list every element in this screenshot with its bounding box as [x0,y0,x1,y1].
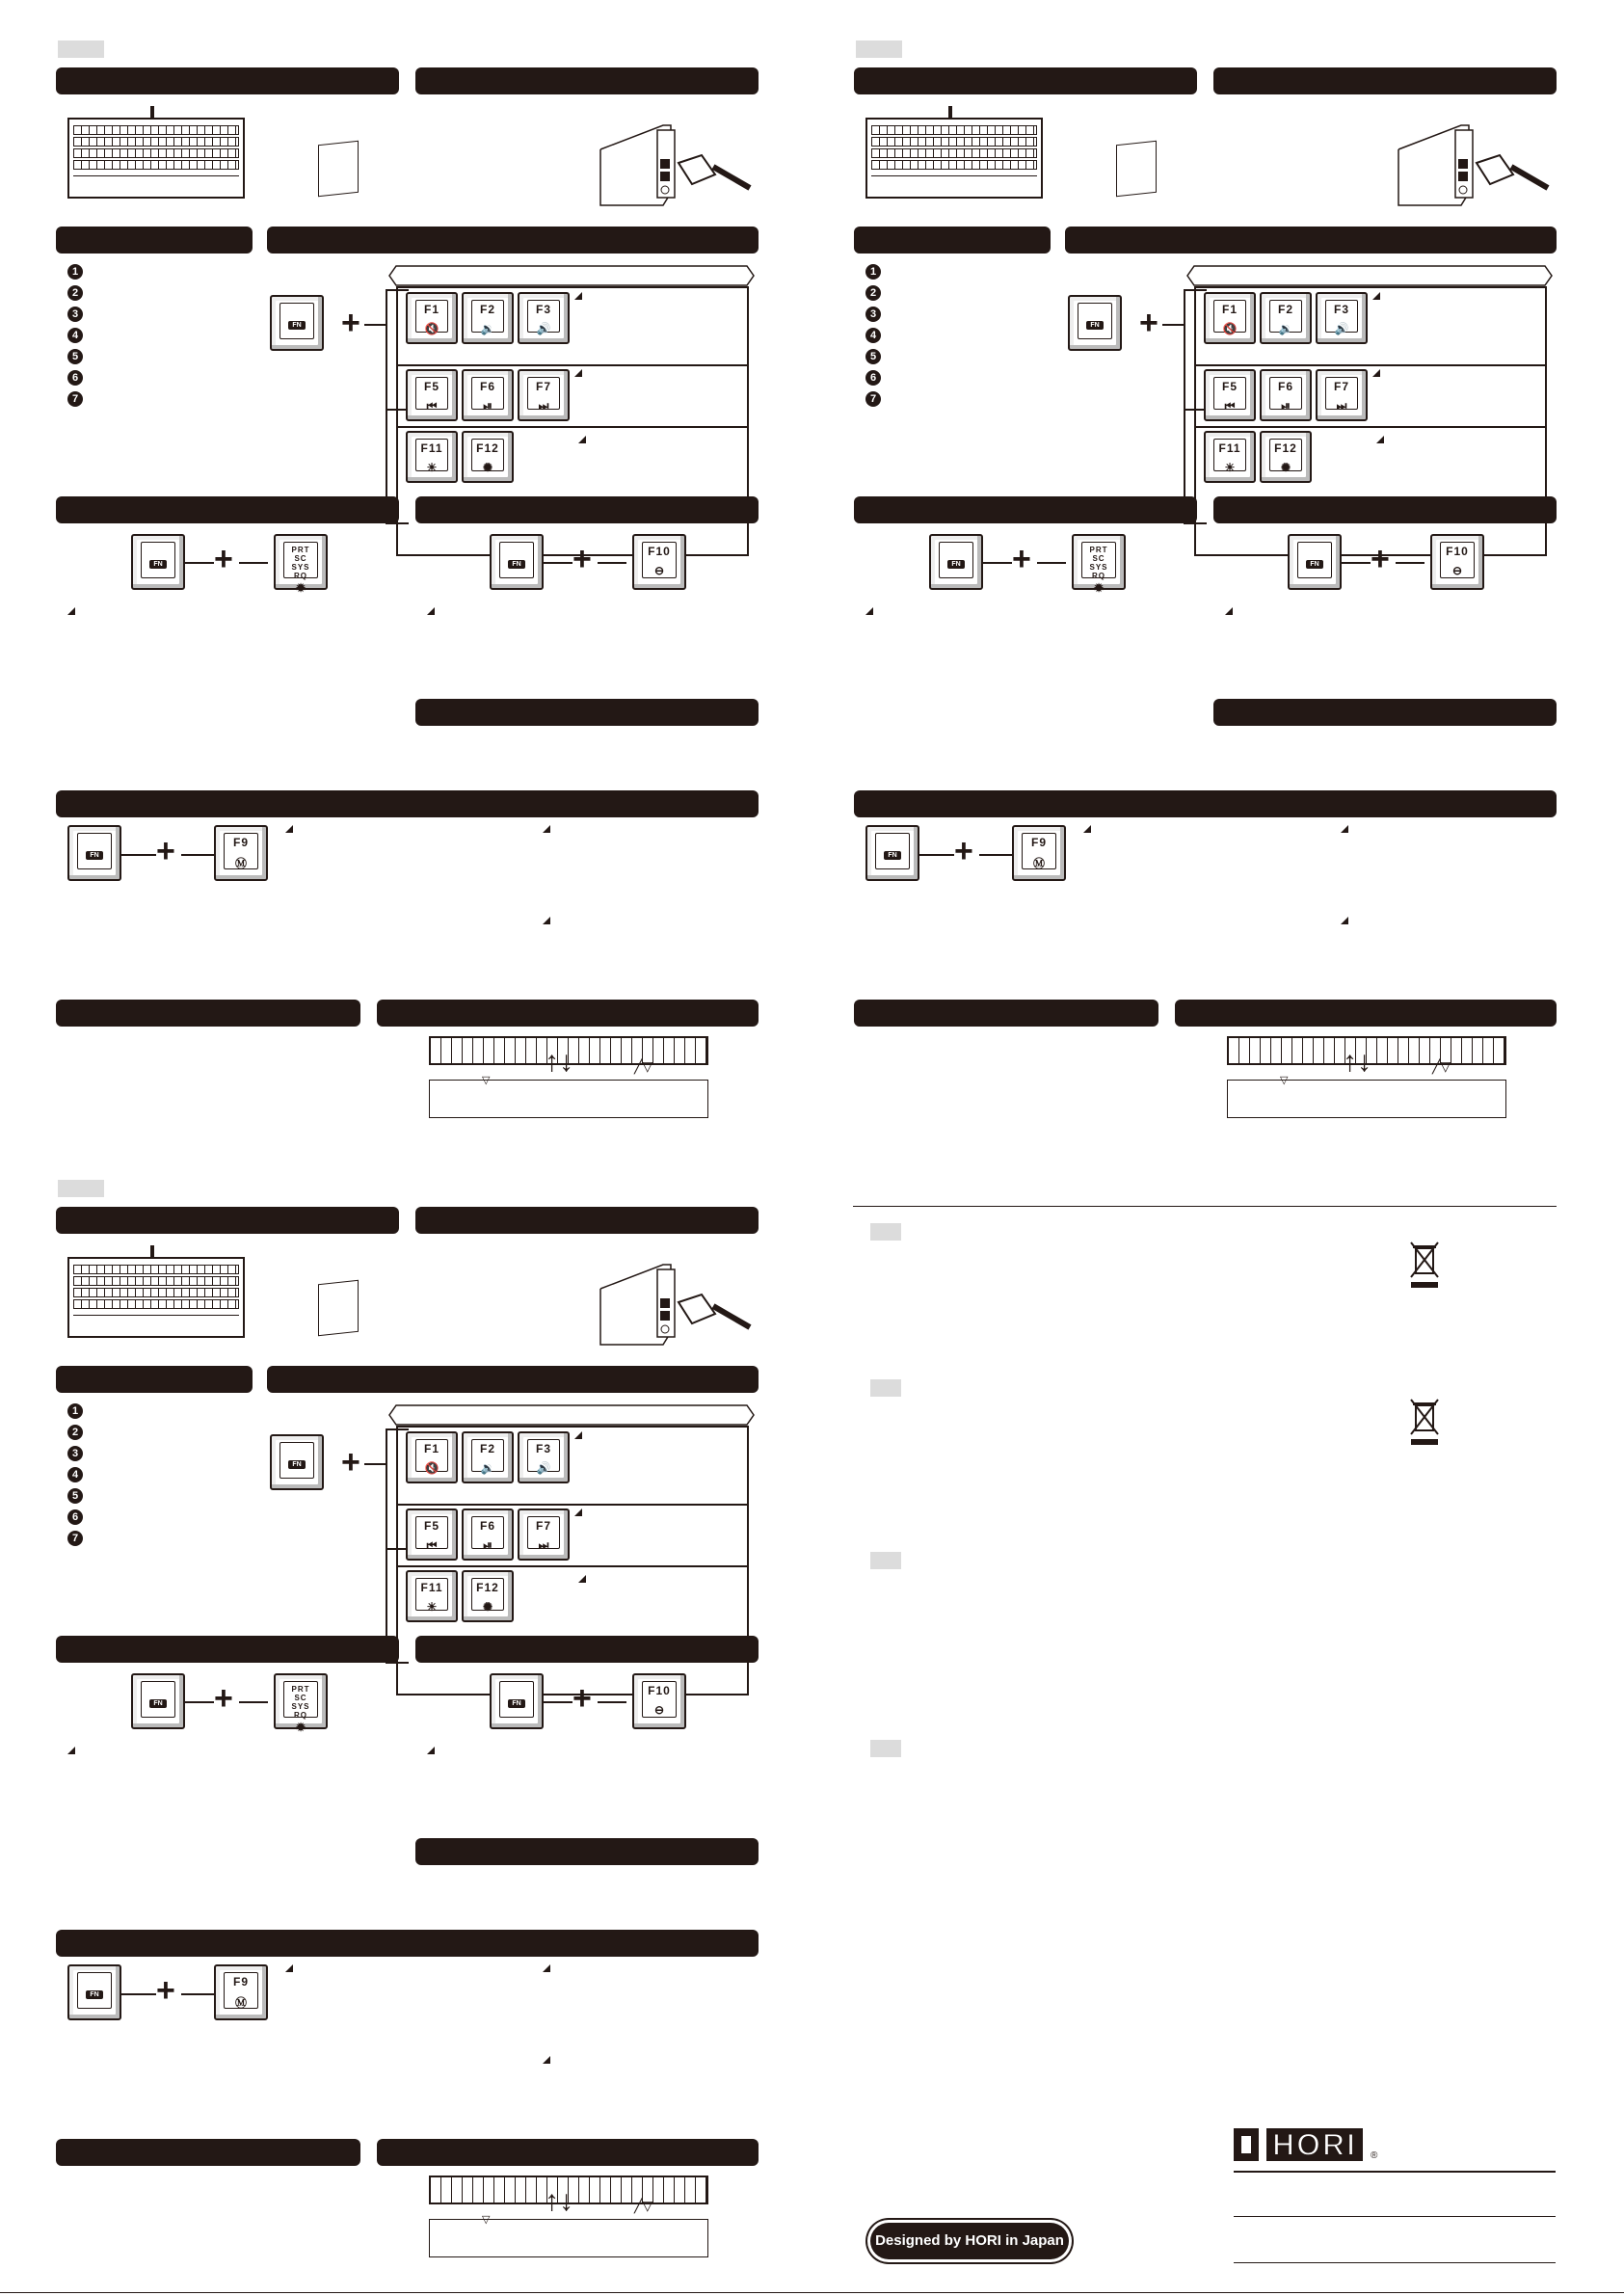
previous-track-icon: ⏮ [1224,399,1236,413]
plus-sign: + [214,1680,233,1717]
fn-key-label: FN [149,560,166,569]
connector-line [598,1701,626,1703]
fkey-label: F6 [479,1519,495,1533]
fkey-label: F10 [648,545,671,558]
note-marker [578,436,586,443]
fn-key-label: FN [1306,560,1322,569]
note-marker [574,369,582,377]
f9-key [214,825,268,881]
tilt-stand-right-icon: ╱▽ [634,1058,653,1074]
part-number-5: 5 [67,349,83,364]
prtsc-label-bottom: SYS RQ [291,563,310,580]
section-header-contents [56,1207,399,1234]
plus-sign: + [572,1680,592,1717]
connector-line [185,562,214,564]
f9-key [1012,825,1066,881]
designed-by-badge: Designed by HORI in Japan [870,2223,1069,2259]
plus-sign: + [156,833,175,869]
fn-key-label: FN [508,560,524,569]
macro-icon: Ⓜ [234,1996,247,2010]
mute-icon: 🔇 [1222,322,1238,335]
tilt-stand-left-icon: ▽ [482,2214,491,2226]
connector-line [386,1428,387,1662]
note-marker [1083,825,1091,833]
section-header-led-mode [854,496,1197,523]
fkey-label: F6 [479,380,495,393]
prtsc-label-bottom: SYS RQ [1089,563,1108,580]
fkey-label: F2 [479,303,495,316]
fn-key [67,825,121,881]
note-marker [1341,917,1348,924]
f5-key [1204,369,1256,421]
contact-line-2 [1234,2216,1556,2217]
connector-line [1396,562,1424,564]
plus-sign: + [1371,541,1390,577]
f1-key [406,292,458,344]
part-number-5: 5 [67,1488,83,1504]
play-pause-icon: ⏯ [483,399,493,413]
fn-table-divider [1194,364,1547,366]
fn-table-header [388,265,755,286]
prtsc-key [1072,534,1126,595]
fn-table-divider [396,426,749,428]
plus-sign: + [156,1972,175,2009]
weee-bin-icon [1407,1241,1442,1289]
fkey-label: F3 [1333,303,1349,316]
section-header-led-mode [56,496,399,523]
fn-key [1068,295,1122,351]
section-header-led-mode [56,1636,399,1663]
connector-line [1162,324,1184,326]
section-header-macro [854,790,1557,817]
f10-key [632,534,686,590]
play-pause-icon: ⏯ [1281,399,1291,413]
part-number-5: 5 [865,349,881,364]
up-down-arrows-icon: ↑↓ [545,2185,573,2217]
next-track-icon: ⏭ [538,399,549,413]
f7-key [518,1508,570,1561]
note-marker [427,1747,435,1754]
f7-key [1316,369,1368,421]
macro-icon: Ⓜ [234,857,247,870]
keyboard-illustration [67,1257,245,1338]
fkey-label: F12 [1274,441,1297,455]
lock-icon: ⊖ [653,564,665,577]
f3-key [518,292,570,344]
brightness-up-icon: ✺ [482,461,493,474]
section-header-names [854,227,1051,254]
f6-key [462,1508,514,1561]
fkey-label: F5 [423,1519,439,1533]
brightness-up-icon: ✺ [482,1600,493,1614]
contact-line-1 [1234,2171,1556,2173]
part-number-2: 2 [67,1425,83,1440]
fn-table-divider [396,1504,749,1506]
section-header-macro [56,1930,759,1957]
usb-cable-icon [150,1245,154,1257]
fn-key-label: FN [288,321,305,330]
macro-icon: Ⓜ [1032,857,1045,870]
hori-logo-mark [1234,2128,1259,2161]
manual-illustration [1116,141,1157,197]
contact-line-3 [1234,2262,1556,2263]
fkey-label: F6 [1277,380,1293,393]
fn-key [490,534,544,590]
led-mode-icon: ✹ [1093,581,1105,595]
f2-key [462,292,514,344]
section-header-connection [1213,67,1557,94]
note-marker [543,1964,550,1972]
connector-line [239,562,268,564]
plus-sign: + [341,1444,360,1481]
tilt-stand-left-icon: ▽ [482,1075,491,1086]
fkey-label: F3 [535,1442,551,1455]
note-marker [67,1747,75,1754]
note-marker [1372,292,1380,300]
f6-key [462,369,514,421]
section-header-specifications [56,2139,360,2166]
part-number-6: 6 [67,1509,83,1525]
manual-illustration [318,141,359,197]
section-header-reset [1213,699,1557,726]
connector-line [239,1701,268,1703]
f10-key [1430,534,1484,590]
fkey-label: F1 [423,1442,439,1455]
note-marker [285,825,293,833]
fkey-label: F12 [476,1581,499,1594]
f6-key [1260,369,1312,421]
fkey-label: F7 [1333,380,1349,393]
connector-line [1037,562,1066,564]
fkey-label: F9 [1030,836,1047,849]
section-header-specifications [56,1000,360,1027]
usb-cable-icon [150,106,154,118]
f2-key [1260,292,1312,344]
f9-key [214,1964,268,2020]
plus-sign: + [1012,541,1031,577]
fn-key [865,825,919,881]
note-marker [1225,607,1233,615]
f1-key [1204,292,1256,344]
section-header-reset [415,699,759,726]
f3-key [518,1431,570,1483]
lang-tag-4 [870,1740,901,1757]
plus-sign: + [1139,305,1158,341]
section-header-fn-keys [1065,227,1557,254]
fn-key-label: FN [947,560,964,569]
connector-line [919,854,954,856]
section-header-fn-keys [267,1366,759,1393]
lang-tag [58,40,104,58]
fn-key-label: FN [149,1699,166,1708]
note-marker [1341,825,1348,833]
section-header-contents [56,67,399,94]
fkey-label: F10 [648,1684,671,1697]
lock-icon: ⊖ [653,1703,665,1717]
prtsc-key [274,534,328,595]
hori-logo [1234,2128,1377,2161]
fn-key [131,534,185,590]
fn-key [1288,534,1342,590]
volume-down-icon: 🔉 [480,322,495,335]
fn-table-header [388,1404,755,1426]
part-number-1: 1 [67,1403,83,1419]
lang-tag-2 [870,1379,901,1397]
registered-mark: ® [1371,2150,1378,2161]
section-header-key-lock [415,1636,759,1663]
fn-key-label: FN [86,851,102,860]
volume-up-icon: 🔊 [1334,322,1349,335]
mute-icon: 🔇 [424,322,439,335]
led-mode-icon: ✹ [295,581,306,595]
f5-key [406,369,458,421]
prtsc-key [274,1673,328,1734]
fn-key [270,295,324,351]
hori-logo-word: HORI [1266,2128,1363,2161]
note-marker [543,2056,550,2064]
weee-bin-icon [1407,1398,1442,1446]
up-down-arrows-icon: ↑↓ [545,1046,573,1078]
part-number-3: 3 [865,307,881,322]
pc-usb-illustration [596,120,759,212]
part-number-1: 1 [865,264,881,280]
f11-key [406,431,458,483]
prtsc-label-top: PRT SC [291,546,310,563]
part-number-2: 2 [865,285,881,301]
connector-line [364,1463,386,1465]
connector-line [1342,562,1371,564]
tilt-note-box [429,1080,708,1118]
connector-line [544,1701,572,1703]
fn-key [490,1673,544,1729]
part-number-2: 2 [67,285,83,301]
connector-line [544,562,572,564]
section-header-key-lock [1213,496,1557,523]
tilt-stand-left-icon: ▽ [1280,1075,1289,1086]
part-number-3: 3 [67,1446,83,1461]
pc-usb-illustration [1394,120,1557,212]
fkey-label: F3 [535,303,551,316]
connector-line [979,854,1014,856]
f2-key [462,1431,514,1483]
led-mode-icon: ✹ [295,1721,306,1734]
note-marker [1376,436,1384,443]
f12-key [462,431,514,483]
fkey-label: F1 [1221,303,1238,316]
prtsc-label-bottom: SYS RQ [291,1702,310,1720]
plus-sign: + [214,541,233,577]
fn-key [67,1964,121,2020]
fn-key-label: FN [288,1460,305,1469]
fn-key-label: FN [86,1990,102,1999]
next-track-icon: ⏭ [1336,399,1347,413]
fkey-label: F7 [535,1519,551,1533]
connector-line [983,562,1012,564]
connector-line [121,1993,156,1995]
part-number-1: 1 [67,264,83,280]
section-header-tilt-stand [377,1000,759,1027]
fkey-label: F10 [1446,545,1469,558]
fkey-label: F9 [232,1975,249,1989]
note-marker [285,1964,293,1972]
manual-illustration [318,1280,359,1336]
lang-tag-3 [870,1552,901,1569]
f11-key [1204,431,1256,483]
brightness-down-icon: ☀ [426,1600,438,1614]
f5-key [406,1508,458,1561]
part-number-6: 6 [865,370,881,386]
volume-down-icon: 🔉 [480,1461,495,1475]
tilt-note-box [1227,1080,1506,1118]
connector-line [185,1701,214,1703]
fn-table-header [1186,265,1553,286]
fkey-label: F11 [420,441,443,455]
section-header-contents [854,67,1197,94]
section-header-tilt-stand [377,2139,759,2166]
section-header-fn-keys [267,227,759,254]
section-divider [853,1206,1557,1207]
section-header-names [56,1366,253,1393]
lang-tag [58,1180,104,1197]
note-marker [574,1431,582,1439]
f12-key [1260,431,1312,483]
fn-key-label: FN [884,851,900,860]
f10-key [632,1673,686,1729]
fn-key [929,534,983,590]
part-number-4: 4 [67,1467,83,1482]
previous-track-icon: ⏮ [426,1538,438,1552]
note-marker [543,917,550,924]
fkey-label: F7 [535,380,551,393]
note-marker [578,1575,586,1583]
note-marker [543,825,550,833]
section-header-connection [415,1207,759,1234]
brightness-down-icon: ☀ [1224,461,1236,474]
connector-line [181,854,216,856]
connector-line [364,324,386,326]
connector-line [386,289,387,522]
section-header-reset [415,1838,759,1865]
section-header-specifications [854,1000,1158,1027]
fkey-label: F2 [479,1442,495,1455]
connector-line [598,562,626,564]
pc-usb-illustration [596,1260,759,1351]
volume-up-icon: 🔊 [536,322,551,335]
usb-cable-icon [948,106,952,118]
section-header-key-lock [415,496,759,523]
page-bottom-rule [0,2292,1624,2293]
fkey-label: F11 [420,1581,443,1594]
fn-key [131,1673,185,1729]
tilt-stand-right-icon: ╱▽ [1432,1058,1451,1074]
brightness-up-icon: ✺ [1280,461,1291,474]
keyboard-illustration [67,118,245,199]
section-header-connection [415,67,759,94]
section-header-names [56,227,253,254]
play-pause-icon: ⏯ [483,1538,493,1552]
part-number-3: 3 [67,307,83,322]
note-marker [427,607,435,615]
f1-key [406,1431,458,1483]
fn-key-label: FN [508,1699,524,1708]
note-marker [67,607,75,615]
part-number-4: 4 [67,328,83,343]
part-number-6: 6 [67,370,83,386]
part-number-7: 7 [865,391,881,407]
fn-table-divider [1194,426,1547,428]
f7-key [518,369,570,421]
plus-sign: + [341,305,360,341]
connector-line [121,854,156,856]
volume-up-icon: 🔊 [536,1461,551,1475]
next-track-icon: ⏭ [538,1538,549,1552]
connector-line [181,1993,216,1995]
section-header-macro [56,790,759,817]
fkey-label: F1 [423,303,439,316]
lang-tag [856,40,902,58]
fkey-label: F9 [232,836,249,849]
volume-down-icon: 🔉 [1278,322,1293,335]
note-marker [1372,369,1380,377]
tilt-stand-right-icon: ╱▽ [634,2198,653,2213]
note-marker [574,292,582,300]
fkey-label: F11 [1218,441,1241,455]
part-number-7: 7 [67,391,83,407]
fn-table-divider [396,1565,749,1567]
up-down-arrows-icon: ↑↓ [1343,1046,1371,1078]
fn-table-divider [396,364,749,366]
plus-sign: + [954,833,973,869]
tilt-note-box [429,2219,708,2257]
connector-line [1184,289,1185,522]
keyboard-illustration [865,118,1043,199]
mute-icon: 🔇 [424,1461,439,1475]
fn-key-label: FN [1086,321,1103,330]
f3-key [1316,292,1368,344]
f11-key [406,1570,458,1622]
note-marker [865,607,873,615]
lang-tag-1 [870,1223,901,1241]
f12-key [462,1570,514,1622]
fkey-label: F12 [476,441,499,455]
prtsc-label-top: PRT SC [1089,546,1108,563]
fn-key [270,1434,324,1490]
note-marker [574,1508,582,1516]
fkey-label: F2 [1277,303,1293,316]
plus-sign: + [572,541,592,577]
section-header-tilt-stand [1175,1000,1557,1027]
brightness-down-icon: ☀ [426,461,438,474]
lock-icon: ⊖ [1451,564,1463,577]
fkey-label: F5 [1221,380,1238,393]
fkey-label: F5 [423,380,439,393]
previous-track-icon: ⏮ [426,399,438,413]
prtsc-label-top: PRT SC [291,1685,310,1702]
part-number-4: 4 [865,328,881,343]
part-number-7: 7 [67,1531,83,1546]
